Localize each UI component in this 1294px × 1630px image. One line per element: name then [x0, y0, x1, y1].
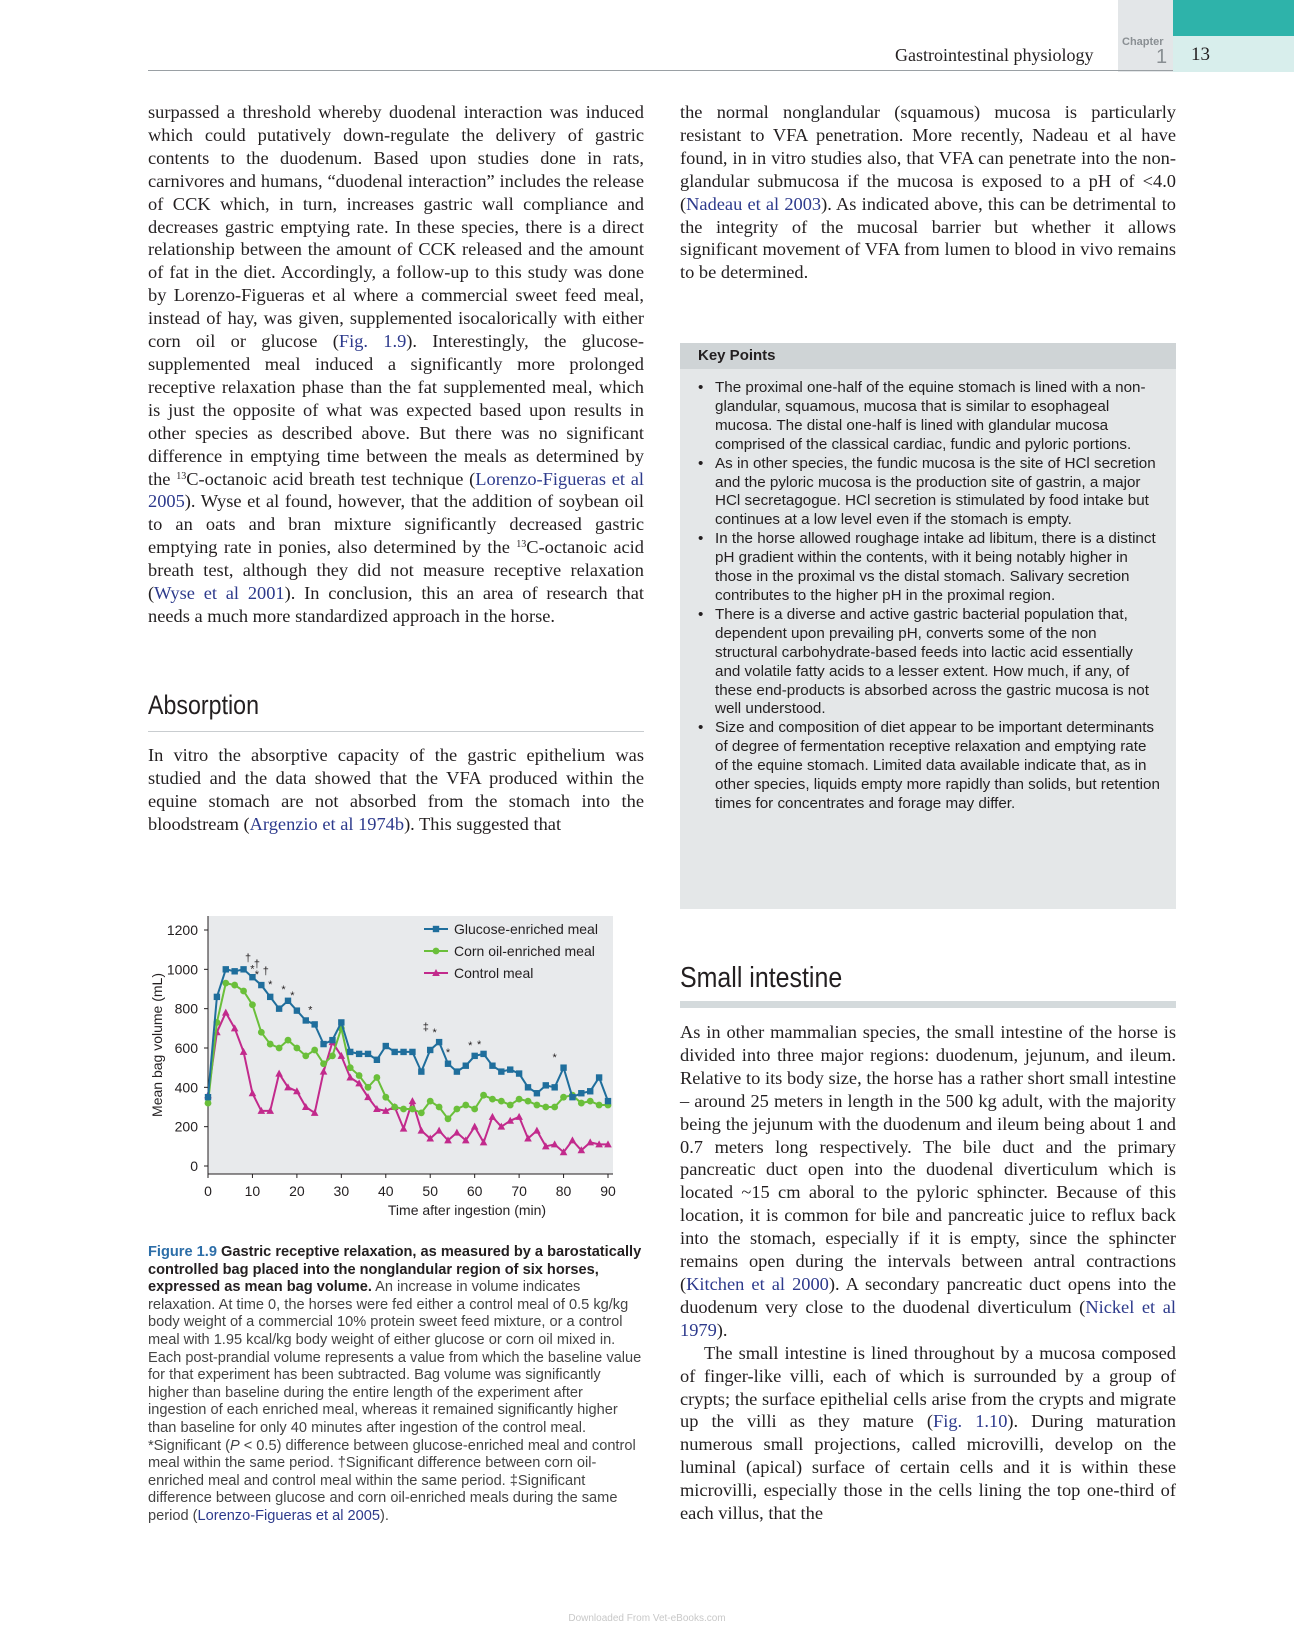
data-point	[258, 982, 264, 988]
data-point	[391, 1104, 398, 1111]
header-rule	[148, 70, 1173, 71]
figure-link[interactable]: Fig. 1.9	[338, 331, 407, 352]
citation-link[interactable]: Nadeau et al 2003	[686, 193, 822, 214]
data-point	[320, 1041, 326, 1047]
data-point	[453, 1106, 460, 1113]
data-point	[222, 980, 229, 987]
paragraph: As in other mammalian species, the small intestine of the horse is divided into three major regions: duodenum, jejunum, and ileum. Relative to its body size, the horse has a rather short small intestine – around 25 meters in length in the 500 kg adult, with the majority being the jejunum with the duodenum and ileum being about 1 and 0.7 meters long respectively. The bile duct and the primary pancreatic duct open into the duodenal diverticulum which is located ~15 cm aboral to the pyloric sphincter. Because of this location, it is common for bile and pancreatic juice to reflux back into the stomach, especially if it is empty, since the sphincter remains open during the intervals between antral contractions (Kitchen et al 2000). A secondary pancreatic duct opens into the duodenum very close to the duodenal diverticulum (Nickel et al 1979).	[680, 1022, 1176, 1340]
data-point	[365, 1051, 371, 1057]
citation-link[interactable]: Kitchen et al 2000	[686, 1273, 829, 1294]
data-point	[311, 1047, 318, 1054]
data-point	[240, 988, 247, 995]
absorption-text	[148, 744, 644, 836]
data-point	[365, 1084, 372, 1091]
heading-rule	[680, 1001, 1176, 1008]
chapter-number: 1	[1156, 46, 1168, 68]
legend-label: Control meal	[454, 965, 534, 981]
significance-marker: *	[250, 963, 255, 976]
data-point	[356, 1072, 363, 1079]
data-point	[276, 1045, 283, 1052]
x-tick-label: 70	[511, 1183, 527, 1199]
data-point	[454, 1068, 460, 1074]
paragraph: The small intestine is lined throughout by a mucosa composed of finger-like villi, each of which is surrounded by a group of crypts; the surface epithelial cells arise from the crypts and migrate up the villi as they mature (Fig. 1.10). During maturation numerous small projections, called microvilli, develop on the luminal (apical) surface of certain cells and it is within these microvilli, especially those in the cells lining the top one-third of each villus, that the	[680, 1342, 1176, 1524]
data-point	[400, 1049, 406, 1055]
significance-marker: †	[244, 952, 252, 965]
x-tick-label: 0	[204, 1183, 212, 1199]
data-point	[303, 1017, 309, 1023]
data-point	[276, 1005, 282, 1011]
data-point	[578, 1100, 585, 1107]
data-point	[507, 1066, 513, 1072]
data-point	[534, 1090, 540, 1096]
right-column-text	[680, 101, 1176, 284]
figure-caption: Figure 1.9 Gastric receptive relaxation, as measured by a barostatically controlled bag placed into the nonglandular region of six horses, expressed as mean bag volume. An increase in volume indicates relaxation. At time 0, the horses were fed either a control meal of 0.5 kg/kg body weight of a commercial 10% protein sweet feed mixture, or a control meal with 1.95 kcal/kg body weight of either glucose or corn oil mixed in. Each post-prandial volume represents a value from which the baseline value for that experiment has been subtracted. Bag volume was significantly higher than baseline during the entire length of the experiment after ingestion of each enriched meal, whereas it remained significantly higher than baseline for only 40 minutes after ingestion of the control meal. *Significant (P < 0.5) difference between glucose-enriched meal and control meal within the same period. †Significant difference between corn oil-enriched meal and control meal within the same period. ‡Significant difference between glucose and corn oil-enriched meals during the same period (Lorenzo-Figueras et al 2005).	[148, 1244, 642, 1524]
running-title: Gastrointestinal physiology	[895, 45, 1094, 65]
paragraph: the normal nonglandular (squamous) mucosa is particularly resistant to VFA penetration. More recently, Nadeau et al have found, in in vitro studies also, that VFA can penetrate into the non-glandular submucosa if the mucosa is exposed to a pH of <4.0 (Nadeau et al 2003). As indicated above, this can be detrimental to the integrity of the mucosal barrier but whether it allows significant movement of VFA from lumen to blood in vivo remains to be determined.	[680, 102, 1176, 283]
data-point	[205, 1094, 211, 1100]
data-point	[498, 1068, 504, 1074]
data-point	[329, 1037, 335, 1043]
data-point	[525, 1098, 532, 1105]
y-tick-label: 400	[174, 1079, 198, 1096]
data-point	[560, 1094, 567, 1101]
data-point	[543, 1082, 549, 1088]
y-tick-label: 1200	[166, 922, 198, 938]
significance-marker: *	[432, 1027, 437, 1040]
data-point	[258, 1029, 265, 1036]
data-point	[356, 1051, 362, 1057]
significance-marker: *	[468, 1039, 473, 1052]
data-point	[409, 1106, 416, 1113]
download-watermark: Downloaded From Vet-eBooks.com	[568, 1613, 726, 1624]
data-point	[320, 1060, 327, 1067]
list-item: • Size and composition of diet appear to be important determinants of degree of fermentation receptive relaxation and emptying rate of the equine stomach. Limited data available indicate that, as in other species, liquids empty more rapidly than solids, but retention times for concentrates and forage may differ.	[680, 719, 1162, 814]
data-point	[605, 1098, 611, 1104]
data-point	[463, 1063, 469, 1069]
citation-link[interactable]: Lorenzo-Figueras et al 2005	[197, 1507, 381, 1524]
data-point	[445, 1061, 451, 1067]
paragraph: surpassed a threshold whereby duodenal interaction was induced which could putatively down-regulate the delivery of gastric contents to the duodenum. Based upon studies done in rats, carnivores and humans, “duodenal interaction” includes the release of CCK which, in turn, increases gastric wall compliance and decreases gastric emptying rate. In these species, there is a direct relationship between the amount of CCK released and the amount of fat in the diet. Accordingly, a follow-up to this study was done by Lorenzo-Figueras et al where a commercial sweet feed meal, instead of hay, was given, supplemented isocalorically with either corn oil or glucose (Fig. 1.9). Interestingly, the glucose-supplemented meal induced a significantly more prolonged receptive relaxation phase than the fat supplemented meal, which is just the opposite of what was expected based upon results in other species as described above. But there was no significant difference in emptying time between the meals as determined by the $^{13}$C-octanoic acid breath test technique (Lorenzo-Figueras et al 2005). Wyse et al found, however, that the addition of soybean oil to an oats and bran mixture significantly decreased gastric emptying rate in ponies, also determined by the $^{13}$C-octanoic acid breath test, although they did not measure receptive relaxation (Wyse et al 2001). In conclusion, this an area of research that needs a much more standardized approach in the horse.	[148, 102, 645, 626]
line-chart	[140, 908, 640, 1238]
key-points-list	[680, 379, 1176, 814]
data-point	[249, 1001, 256, 1008]
key-points-box	[680, 343, 1176, 909]
y-axis-label: Mean bag volume (mL)	[149, 973, 165, 1117]
data-point	[240, 966, 246, 972]
significance-marker: *	[552, 1051, 557, 1064]
y-tick-label: 600	[174, 1040, 198, 1056]
legend-label: Corn oil-enriched meal	[454, 943, 595, 959]
significance-marker: *	[281, 983, 286, 996]
x-tick-label: 80	[555, 1183, 572, 1199]
data-point	[516, 1096, 523, 1103]
section-heading-absorption: Absorption	[148, 690, 260, 720]
citation-link[interactable]: Lorenzo-Figueras et al 2005	[148, 468, 644, 512]
significance-marker: *	[445, 1046, 451, 1059]
citation-link[interactable]: Argenzio et al 1974b	[249, 813, 405, 834]
data-point	[542, 1104, 549, 1111]
data-point	[480, 1051, 486, 1057]
key-points-heading: Key Points	[680, 343, 1176, 369]
data-point	[498, 1098, 505, 1105]
y-tick-label: 200	[174, 1118, 198, 1135]
small-intestine-text	[680, 1021, 1176, 1525]
citation-link[interactable]: Nickel et al 1979	[680, 1296, 1176, 1340]
data-point	[525, 1084, 531, 1090]
data-point	[293, 1045, 300, 1052]
chapter-color-band	[1173, 0, 1294, 36]
data-point	[427, 1098, 434, 1105]
list-item: • As in other species, the fundic mucosa is the site of HCl secretion and the pyloric mucosa is the production site of gastrin, a major HCl secretagogue. HCl secretion is stimulated by food intake but continues at a low level even if the stomach is empty.	[680, 455, 1162, 531]
page-number: 13	[1191, 44, 1210, 65]
significance-marker: †	[253, 958, 260, 971]
paragraph: In vitro the absorptive capacity of the gastric epithelium was studied and the data showed that the VFA produced within the equine stomach are not absorbed from the stomach into the bloodstream (Argenzio et al 1974b). This suggested that	[148, 745, 644, 834]
data-point	[231, 968, 237, 974]
data-point	[471, 1053, 477, 1059]
heading-rule	[148, 731, 644, 732]
x-axis-label: Time after ingestion (min)	[387, 1202, 547, 1218]
legend-label: Glucose-enriched meal	[454, 921, 598, 937]
data-point	[294, 1007, 300, 1013]
data-point	[383, 1043, 389, 1049]
figure-link[interactable]: Fig. 1.10	[933, 1411, 1008, 1432]
x-tick-label: 20	[289, 1183, 305, 1199]
x-tick-label: 40	[377, 1183, 394, 1199]
data-point	[347, 1064, 354, 1071]
data-point	[471, 1106, 478, 1113]
data-point	[436, 1104, 443, 1111]
significance-marker: *	[254, 969, 260, 982]
legend-marker	[433, 948, 440, 955]
data-point	[436, 1039, 442, 1045]
data-point	[214, 994, 220, 1000]
citation-link[interactable]: Wyse et al 2001	[154, 583, 285, 604]
data-point	[516, 1070, 522, 1076]
data-point	[302, 1052, 309, 1059]
data-point	[329, 1052, 336, 1059]
data-point	[400, 1106, 407, 1113]
significance-marker: *	[268, 979, 273, 992]
x-tick-label: 30	[333, 1183, 350, 1199]
data-point	[231, 982, 238, 989]
y-tick-label: 800	[174, 1000, 198, 1017]
list-item: • In the horse allowed roughage intake ad libitum, there is a distinct pH gradient within the contents, with it being notably higher in those in the proximal vs the distal stomach. Salivary secretion contributes to the higher pH in the proximal region.	[680, 530, 1162, 606]
data-point	[596, 1102, 603, 1109]
data-point	[489, 1096, 496, 1103]
chapter-label: Chapter	[1122, 36, 1164, 48]
data-point	[267, 994, 273, 1000]
x-tick-label: 50	[422, 1183, 439, 1199]
data-point	[489, 1063, 495, 1069]
data-point	[418, 1068, 424, 1074]
data-point	[578, 1090, 584, 1096]
data-point	[427, 1047, 433, 1053]
data-point	[569, 1094, 575, 1100]
legend-marker	[433, 926, 439, 932]
data-point	[551, 1104, 558, 1111]
data-point	[445, 1115, 452, 1122]
data-point	[596, 1074, 602, 1080]
data-point	[223, 966, 229, 972]
figure-1-9-chart	[140, 908, 640, 1238]
x-tick-label: 90	[600, 1183, 616, 1199]
data-point	[267, 1041, 274, 1048]
section-heading-small-intestine: Small intestine	[680, 962, 843, 994]
data-point	[462, 1102, 469, 1109]
data-point	[285, 1037, 292, 1044]
significance-marker: *	[308, 1004, 313, 1017]
data-point	[374, 1057, 380, 1063]
left-column-text	[148, 101, 644, 628]
data-point	[373, 1074, 380, 1081]
data-point	[587, 1088, 593, 1094]
figure-number: Figure 1.9	[148, 1244, 217, 1260]
data-point	[205, 1100, 212, 1107]
data-point	[507, 1102, 514, 1109]
data-point	[311, 1021, 317, 1027]
significance-marker: *	[476, 1039, 482, 1051]
y-tick-label: 1000	[166, 961, 198, 978]
data-point	[347, 1049, 353, 1055]
data-point	[551, 1084, 557, 1090]
data-point	[587, 1098, 594, 1105]
data-point	[338, 1019, 344, 1025]
data-point	[560, 1064, 566, 1070]
data-point	[418, 1110, 425, 1117]
caption-title: Gastric receptive relaxation, as measured by a barostatically controlled bag placed into the nonglandular region of six horses, expressed as mean bag volume.	[148, 1244, 642, 1296]
data-point	[382, 1094, 389, 1101]
y-tick-label: 0	[190, 1158, 198, 1174]
significance-marker: *	[290, 989, 295, 1002]
x-tick-label: 60	[466, 1183, 483, 1199]
significance-marker: †	[262, 965, 269, 978]
data-point	[391, 1049, 397, 1055]
data-point	[409, 1049, 415, 1055]
list-item: • The proximal one-half of the equine stomach is lined with a non-glandular, squamous, mucosa that is similar to esophageal mucosa. The distal one-half is lined with glandular mucosa comprised of the classical cardiac, fundic and pyloric portions.	[680, 379, 1162, 455]
data-point	[533, 1102, 540, 1109]
list-item: • There is a diverse and active gastric bacterial population that, dependent upon prevailing pH, converts some of the non structural carbohydrate-based feeds into lactic acid essentially and volatile fatty acids to a lesser extent. How much, if any, of these end-products is absorbed across the gastric mucosa is not well understood.	[680, 606, 1162, 719]
x-tick-label: 10	[244, 1183, 261, 1199]
data-point	[480, 1092, 487, 1099]
significance-marker: ‡	[422, 1021, 429, 1034]
